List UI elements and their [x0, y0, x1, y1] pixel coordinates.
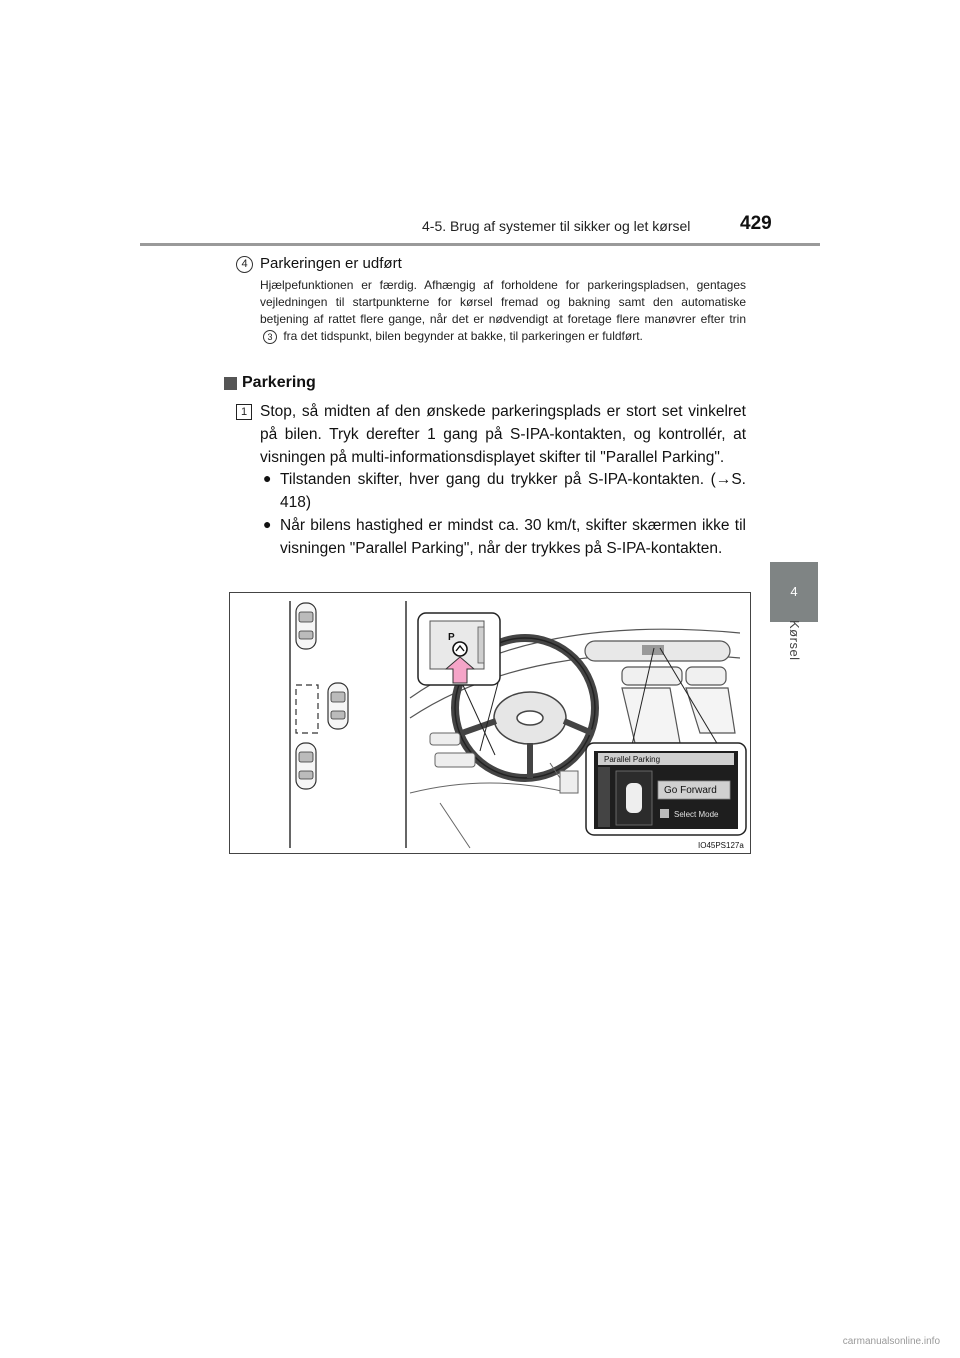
illustration-svg	[230, 593, 750, 853]
step-1-text: Stop, så midten af den ønskede parkeringsplads er stort set vinkelret på bilen. Tryk derefter 1 gang på S-IPA-kontakten, og kontrollér, at visningen på multi-informationsdisplayet skifter til "Parallel Parking".	[260, 403, 746, 466]
step-4-text-before: Hjælpefunktionen er færdig. Afhængig af forholdene for parkeringspladsen, gentages vejledningen til startpunkterne for kørsel fremad og bakning samt den automatiske betjening af rattet flere gange, når det er nødvendigt at foretage flere manøvrer efter trin	[260, 278, 746, 326]
parked-car-bottom	[296, 743, 316, 789]
own-car	[328, 683, 348, 729]
page-number: 429	[740, 213, 772, 234]
illustration-figure	[229, 592, 751, 854]
chapter-tab	[770, 562, 818, 622]
step-4-text-after: fra det tidspunkt, bilen begynder at bakke, til parkeringen er fuldført.	[283, 329, 643, 343]
bullet-icon: ●	[263, 516, 272, 532]
step-4-description	[260, 277, 746, 345]
step-3-reference: 3	[263, 330, 277, 344]
target-parking-space	[296, 685, 318, 733]
step-4-title: Parkeringen er udført	[260, 255, 402, 272]
bullet-text-speed-note: Når bilens hastighed er mindst ca. 30 km/t, skifter skærmen ikke til visningen "Parallel Parking", når der trykkes på S-IPA-kontakten.	[280, 517, 746, 557]
chapter-number: 4	[790, 584, 798, 599]
parked-car-top	[296, 603, 316, 649]
bullet-icon: ●	[263, 470, 272, 486]
switch-label: P	[448, 632, 455, 643]
step-1-marker: 1	[236, 404, 252, 420]
display-car-icon	[626, 783, 642, 813]
watermark-text: carmanualsonline.info	[842, 1336, 940, 1347]
multi-information-display-callout	[586, 743, 746, 835]
figure-code: IO45PS127a	[698, 841, 744, 850]
header-rule	[140, 243, 820, 246]
section-title: Parkering	[242, 374, 316, 391]
display-title: Parallel Parking	[604, 755, 661, 764]
s-ipa-button-icon	[453, 642, 467, 656]
display-button-label: Go Forward	[664, 785, 717, 796]
display-footer-label: Select Mode	[674, 810, 719, 819]
s-ipa-switch-callout	[418, 613, 500, 685]
bullet-text-mode-switch: Tilstanden skifter, hver gang du trykker på S-IPA-kontakten. (→S. 418)	[280, 471, 746, 511]
watermark	[0, 1336, 960, 1347]
section-heading: 4-5. Brug af systemer til sikker og let kørsel	[422, 218, 691, 234]
chapter-label: Kørsel	[787, 620, 802, 661]
lower-dash	[410, 733, 578, 848]
step-4-marker: 4	[236, 256, 253, 273]
section-marker-icon	[224, 377, 237, 390]
